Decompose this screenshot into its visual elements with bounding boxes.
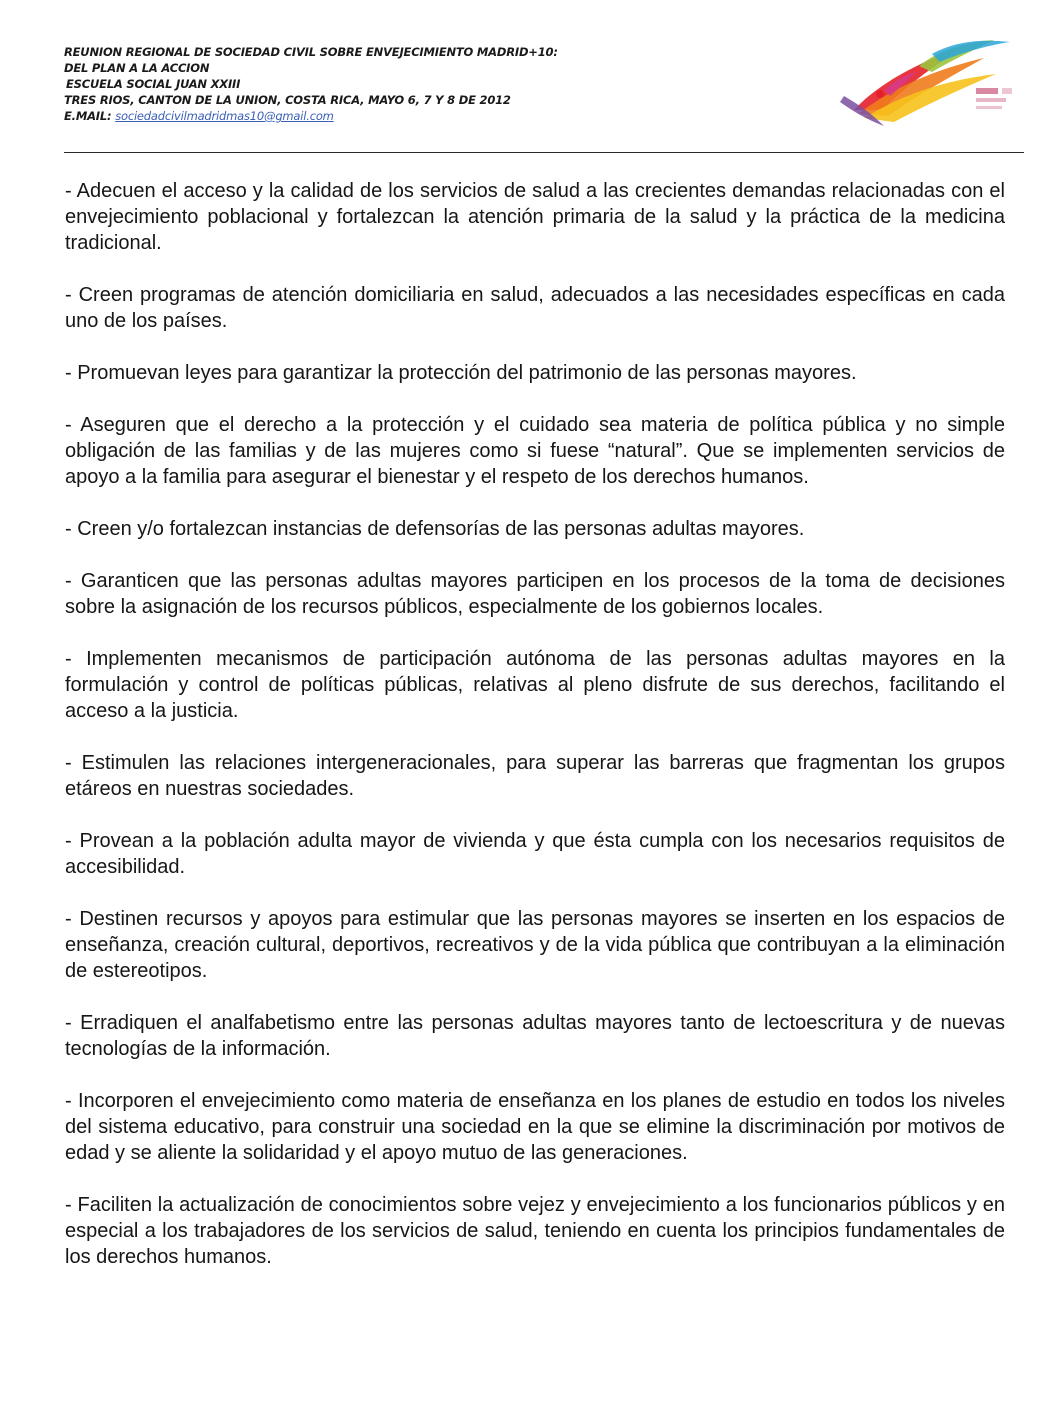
header-subtitle: DEL PLAN A LA ACCION bbox=[64, 61, 210, 75]
paragraph-care-public-policy: - Aseguren que el derecho a la protección y el cuidado sea materia de política pública y no simple obligación de las familias y de las mujeres como si fuese “natural”. Que se implementen servicios de apoyo a la familia para asegurar el bienestar y el respeto de los derechos humanos. bbox=[65, 414, 1005, 488]
paragraph-intergenerational: - Estimulen las relaciones intergeneracionales, para superar las barreras que fragmentan los grupos etáreos en nuestras sociedades. bbox=[65, 752, 1005, 800]
header-venue: ESCUELA SOCIAL JUAN XXIII bbox=[66, 77, 241, 91]
header-text-block bbox=[64, 44, 784, 124]
paragraph-education-curriculum: - Incorporen el envejecimiento como materia de enseñanza en los planes de estudio en todos los niveles del sistema educativo, para construir una sociedad en la que se elimine la discriminación por motivos de edad y se aliente la solidaridad y el apoyo mutuo de las generaciones. bbox=[65, 1090, 1005, 1164]
document-header bbox=[64, 44, 1024, 152]
paragraph-literacy: - Erradiquen el analfabetismo entre las personas adultas mayores tanto de lectoescritura y de nuevas tecnologías de la información. bbox=[65, 1012, 1005, 1060]
header-email-line bbox=[64, 108, 784, 124]
paragraph-autonomous-participation: - Implementen mecanismos de participación autónoma de las personas adultas mayores en la formulación y control de políticas públicas, relativas al pleno disfrute de sus derechos, facilitando el acceso a la justicia. bbox=[65, 648, 1005, 722]
document-body bbox=[65, 178, 1005, 1296]
paragraph-patrimony-laws: - Promuevan leyes para garantizar la protección del patrimonio de las personas mayores. bbox=[65, 362, 857, 384]
paragraph-health-services: - Adecuen el acceso y la calidad de los servicios de salud a las crecientes demandas relacionadas con el envejecimiento poblacional y fortalezcan la atención primaria de la salud y la práctica de la medicina tradicional. bbox=[65, 180, 1005, 254]
header-location-date: TRES RIOS, CANTON DE LA UNION, COSTA RICA, MAYO 6, 7 Y 8 DE 2012 bbox=[64, 93, 511, 107]
logo-bird-icon bbox=[840, 40, 1010, 126]
paragraph-ombudsman: - Creen y/o fortalezcan instancias de defensorías de las personas adultas mayores. bbox=[65, 518, 805, 540]
email-label: E.MAIL: bbox=[64, 109, 112, 123]
email-link[interactable]: sociedadcivilmadridmas10@gmail.com bbox=[115, 109, 334, 123]
paragraph-home-care: - Creen programas de atención domiciliaria en salud, adecuados a las necesidades específicas en cada uno de los países. bbox=[65, 284, 1005, 332]
paragraph-resources-inclusion: - Destinen recursos y apoyos para estimular que las personas mayores se inserten en los espacios de enseñanza, creación cultural, deportivos, recreativos y de la vida pública que contribuyan a la eliminación de estereotipos. bbox=[65, 908, 1005, 982]
paragraph-decision-participation: - Garanticen que las personas adultas mayores participen en los procesos de la toma de decisiones sobre la asignación de los recursos públicos, especialmente de los gobiernos locales. bbox=[65, 570, 1005, 618]
paragraph-training-officials: - Faciliten la actualización de conocimientos sobre vejez y envejecimiento a los funcionarios públicos y en especial a los trabajadores de los servicios de salud, teniendo en cuenta los principios fundamentales de los derechos humanos. bbox=[65, 1194, 1005, 1268]
logo-wordmark-graphic bbox=[976, 88, 1012, 109]
paragraph-housing: - Provean a la población adulta mayor de vivienda y que ésta cumpla con los necesarios requisitos de accesibilidad. bbox=[65, 830, 1005, 878]
madrid-plus-10-logo bbox=[824, 36, 1024, 132]
header-divider bbox=[64, 152, 1024, 153]
header-event-title: REUNION REGIONAL DE SOCIEDAD CIVIL SOBRE ENVEJECIMIENTO MADRID+10: bbox=[64, 45, 558, 59]
